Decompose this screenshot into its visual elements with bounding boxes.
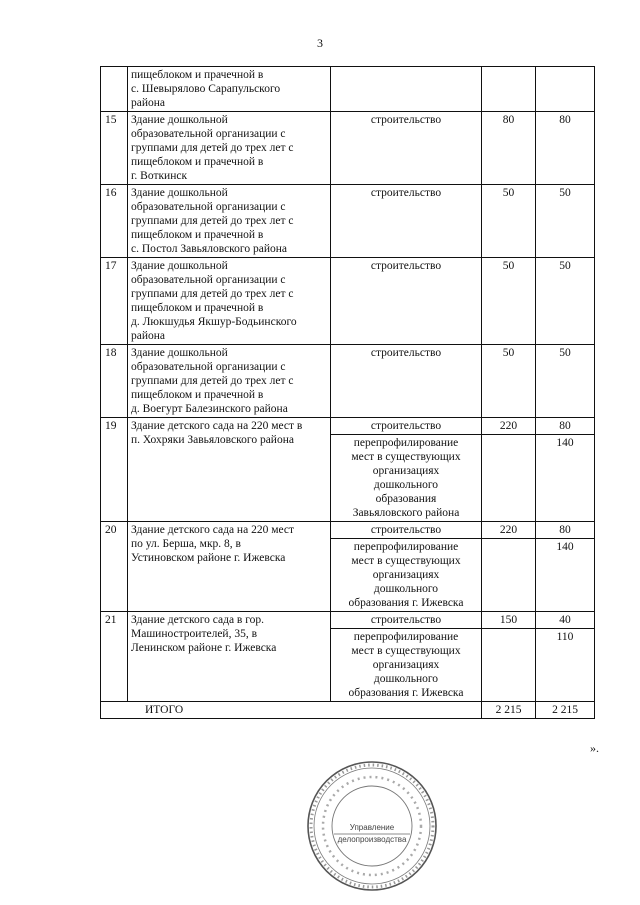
table-row — [101, 258, 595, 345]
svg-text:делопроизводства: делопроизводства — [337, 835, 407, 844]
value-a: 80 — [482, 112, 536, 185]
total-label: ИТОГО — [101, 702, 482, 719]
row-number: 17 — [101, 258, 128, 345]
table-row — [101, 345, 595, 418]
row-number: 15 — [101, 112, 128, 185]
object-name: Здание дошкольной образовательной организации с группами для детей до трех лет с пищеблоком и прачечной в д. Воегурт Балезинского района — [128, 345, 331, 418]
total-value-a: 2 215 — [482, 702, 536, 719]
row-number: 16 — [101, 185, 128, 258]
page-number: 3 — [317, 36, 323, 50]
value-b: 40 — [536, 612, 595, 629]
value-a: 220 — [482, 418, 536, 435]
object-name: Здание дошкольной образовательной организации с группами для детей до трех лет с пищеблоком и прачечной в с. Постол Завьяловского района — [128, 185, 331, 258]
work-type: строительство — [331, 258, 482, 345]
object-name: Здание детского сада в гор. Машиностроителей, 35, в Ленинском районе г. Ижевска — [128, 612, 331, 702]
work-type: перепрофилирование мест в существующих организациях дошкольного образования Завьяловского района — [331, 435, 482, 522]
value-a — [482, 539, 536, 612]
object-name: Здание дошкольной образовательной организации с группами для детей до трех лет с пищеблоком и прачечной в д. Люкшудья Якшур-Бодьинского района — [128, 258, 331, 345]
work-type: перепрофилирование мест в существующих организациях дошкольного образования г. Ижевска — [331, 629, 482, 702]
value-b: 50 — [536, 185, 595, 258]
value-a — [482, 67, 536, 112]
object-name: пищеблоком и прачечной в с. Шевырялово Сарапульского района — [128, 67, 331, 112]
row-number: 18 — [101, 345, 128, 418]
total-value-b: 2 215 — [536, 702, 595, 719]
table-row — [101, 612, 595, 629]
objects-table — [100, 66, 595, 719]
work-type — [331, 67, 482, 112]
official-seal-stamp — [304, 758, 440, 894]
object-name: Здание дошкольной образовательной организации с группами для детей до трех лет с пищеблоком и прачечной в г. Воткинск — [128, 112, 331, 185]
row-number: 21 — [101, 612, 128, 702]
closing-quote: ». — [590, 741, 599, 755]
value-b: 80 — [536, 522, 595, 539]
table-row — [101, 67, 595, 112]
value-a — [482, 435, 536, 522]
table-row — [101, 418, 595, 435]
work-type: строительство — [331, 345, 482, 418]
work-type: строительство — [331, 612, 482, 629]
total-row — [101, 702, 595, 719]
row-number: 19 — [101, 418, 128, 522]
work-type: строительство — [331, 418, 482, 435]
table-row — [101, 185, 595, 258]
value-a: 150 — [482, 612, 536, 629]
value-b: 140 — [536, 435, 595, 522]
value-b: 140 — [536, 539, 595, 612]
work-type: строительство — [331, 112, 482, 185]
svg-text:Управление: Управление — [349, 823, 395, 832]
value-b: 50 — [536, 345, 595, 418]
object-name: Здание детского сада на 220 мест в п. Хохряки Завьяловского района — [128, 418, 331, 522]
value-a — [482, 629, 536, 702]
value-b: 50 — [536, 258, 595, 345]
work-type: строительство — [331, 185, 482, 258]
value-b: 110 — [536, 629, 595, 702]
value-a: 50 — [482, 258, 536, 345]
row-number — [101, 67, 128, 112]
object-name: Здание детского сада на 220 мест по ул. Берша, мкр. 8, в Устиновском районе г. Ижевска — [128, 522, 331, 612]
value-b — [536, 67, 595, 112]
value-a: 220 — [482, 522, 536, 539]
table-row — [101, 522, 595, 539]
row-number: 20 — [101, 522, 128, 612]
value-a: 50 — [482, 345, 536, 418]
work-type: перепрофилирование мест в существующих организациях дошкольного образования г. Ижевска — [331, 539, 482, 612]
table-row — [101, 112, 595, 185]
value-b: 80 — [536, 112, 595, 185]
value-b: 80 — [536, 418, 595, 435]
value-a: 50 — [482, 185, 536, 258]
work-type: строительство — [331, 522, 482, 539]
